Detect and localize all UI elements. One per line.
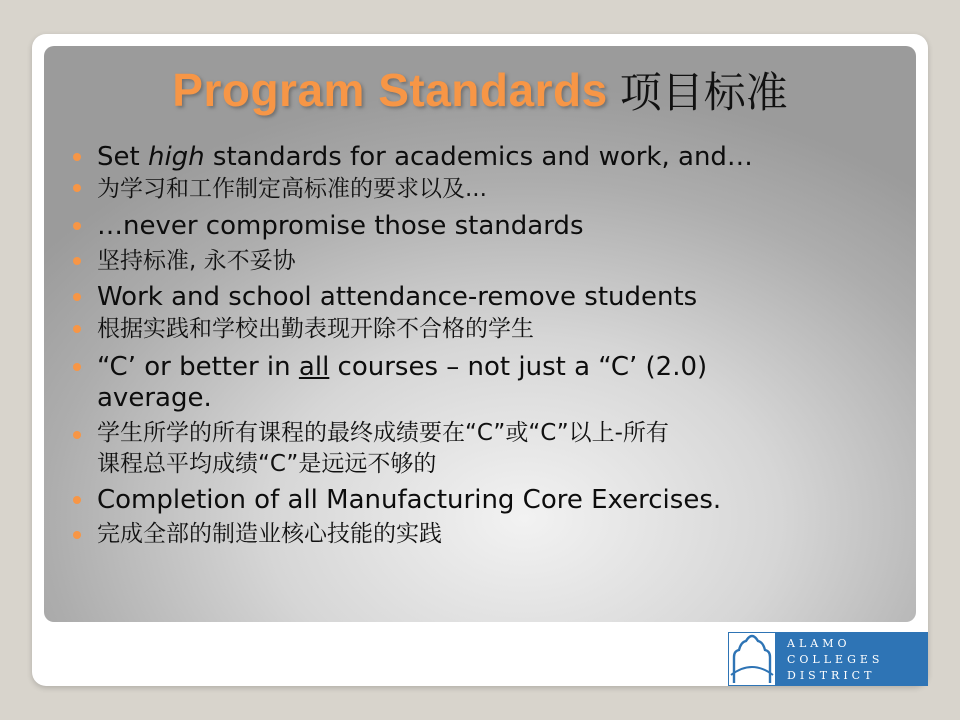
bullet-dot bbox=[73, 257, 81, 265]
bullet-dot bbox=[73, 293, 81, 301]
bullet-dot bbox=[73, 531, 81, 539]
logo-wordmark bbox=[787, 636, 883, 684]
title-english: Program Standards bbox=[172, 64, 608, 116]
bullet-dot bbox=[73, 184, 81, 192]
bullet-text-en: Set high standards for academics and work, and… bbox=[97, 142, 753, 172]
bullet-text-en: Work and school attendance-remove students bbox=[97, 282, 698, 312]
bullet-text-zh: 学生所学的所有课程的最终成绩要在“C”或“C”以上-所有 bbox=[97, 420, 669, 446]
bullet-text-zh: 为学习和工作制定高标准的要求以及... bbox=[97, 176, 487, 202]
title-chinese: 项目标准 bbox=[619, 68, 788, 117]
bullet-text-zh-cont: 课程总平均成绩“C”是远远不够的 bbox=[97, 451, 437, 477]
bullet-text-zh: 完成全部的制造业核心技能的实践 bbox=[97, 521, 442, 547]
bullet-text-en: “C’ or better in all courses – not just a “C’ (2.0) bbox=[97, 352, 708, 382]
mission-arch-icon bbox=[729, 633, 775, 685]
bullet-dot bbox=[73, 431, 81, 439]
bullet-text-en-cont: average. bbox=[97, 383, 212, 413]
bullet-dot bbox=[73, 222, 81, 230]
bullet-text-zh: 根据实践和学校出勤表现开除不合格的学生 bbox=[97, 316, 534, 342]
alamo-colleges-logo bbox=[728, 632, 928, 686]
logo-line-2: COLLEGES bbox=[787, 653, 884, 666]
logo-line-3: DISTRICT bbox=[787, 669, 876, 682]
bullet-dot bbox=[73, 363, 81, 371]
bullet-text-en: Completion of all Manufacturing Core Exercises. bbox=[97, 485, 722, 515]
bullet-text-zh: 坚持标准, 永不妥协 bbox=[97, 248, 296, 274]
bullet-text-en: …never compromise those standards bbox=[97, 211, 584, 241]
bullet-dot bbox=[73, 325, 81, 333]
logo-line-1: ALAMO bbox=[787, 637, 851, 650]
bullet-dot bbox=[73, 153, 81, 161]
bullet-dot bbox=[73, 496, 81, 504]
